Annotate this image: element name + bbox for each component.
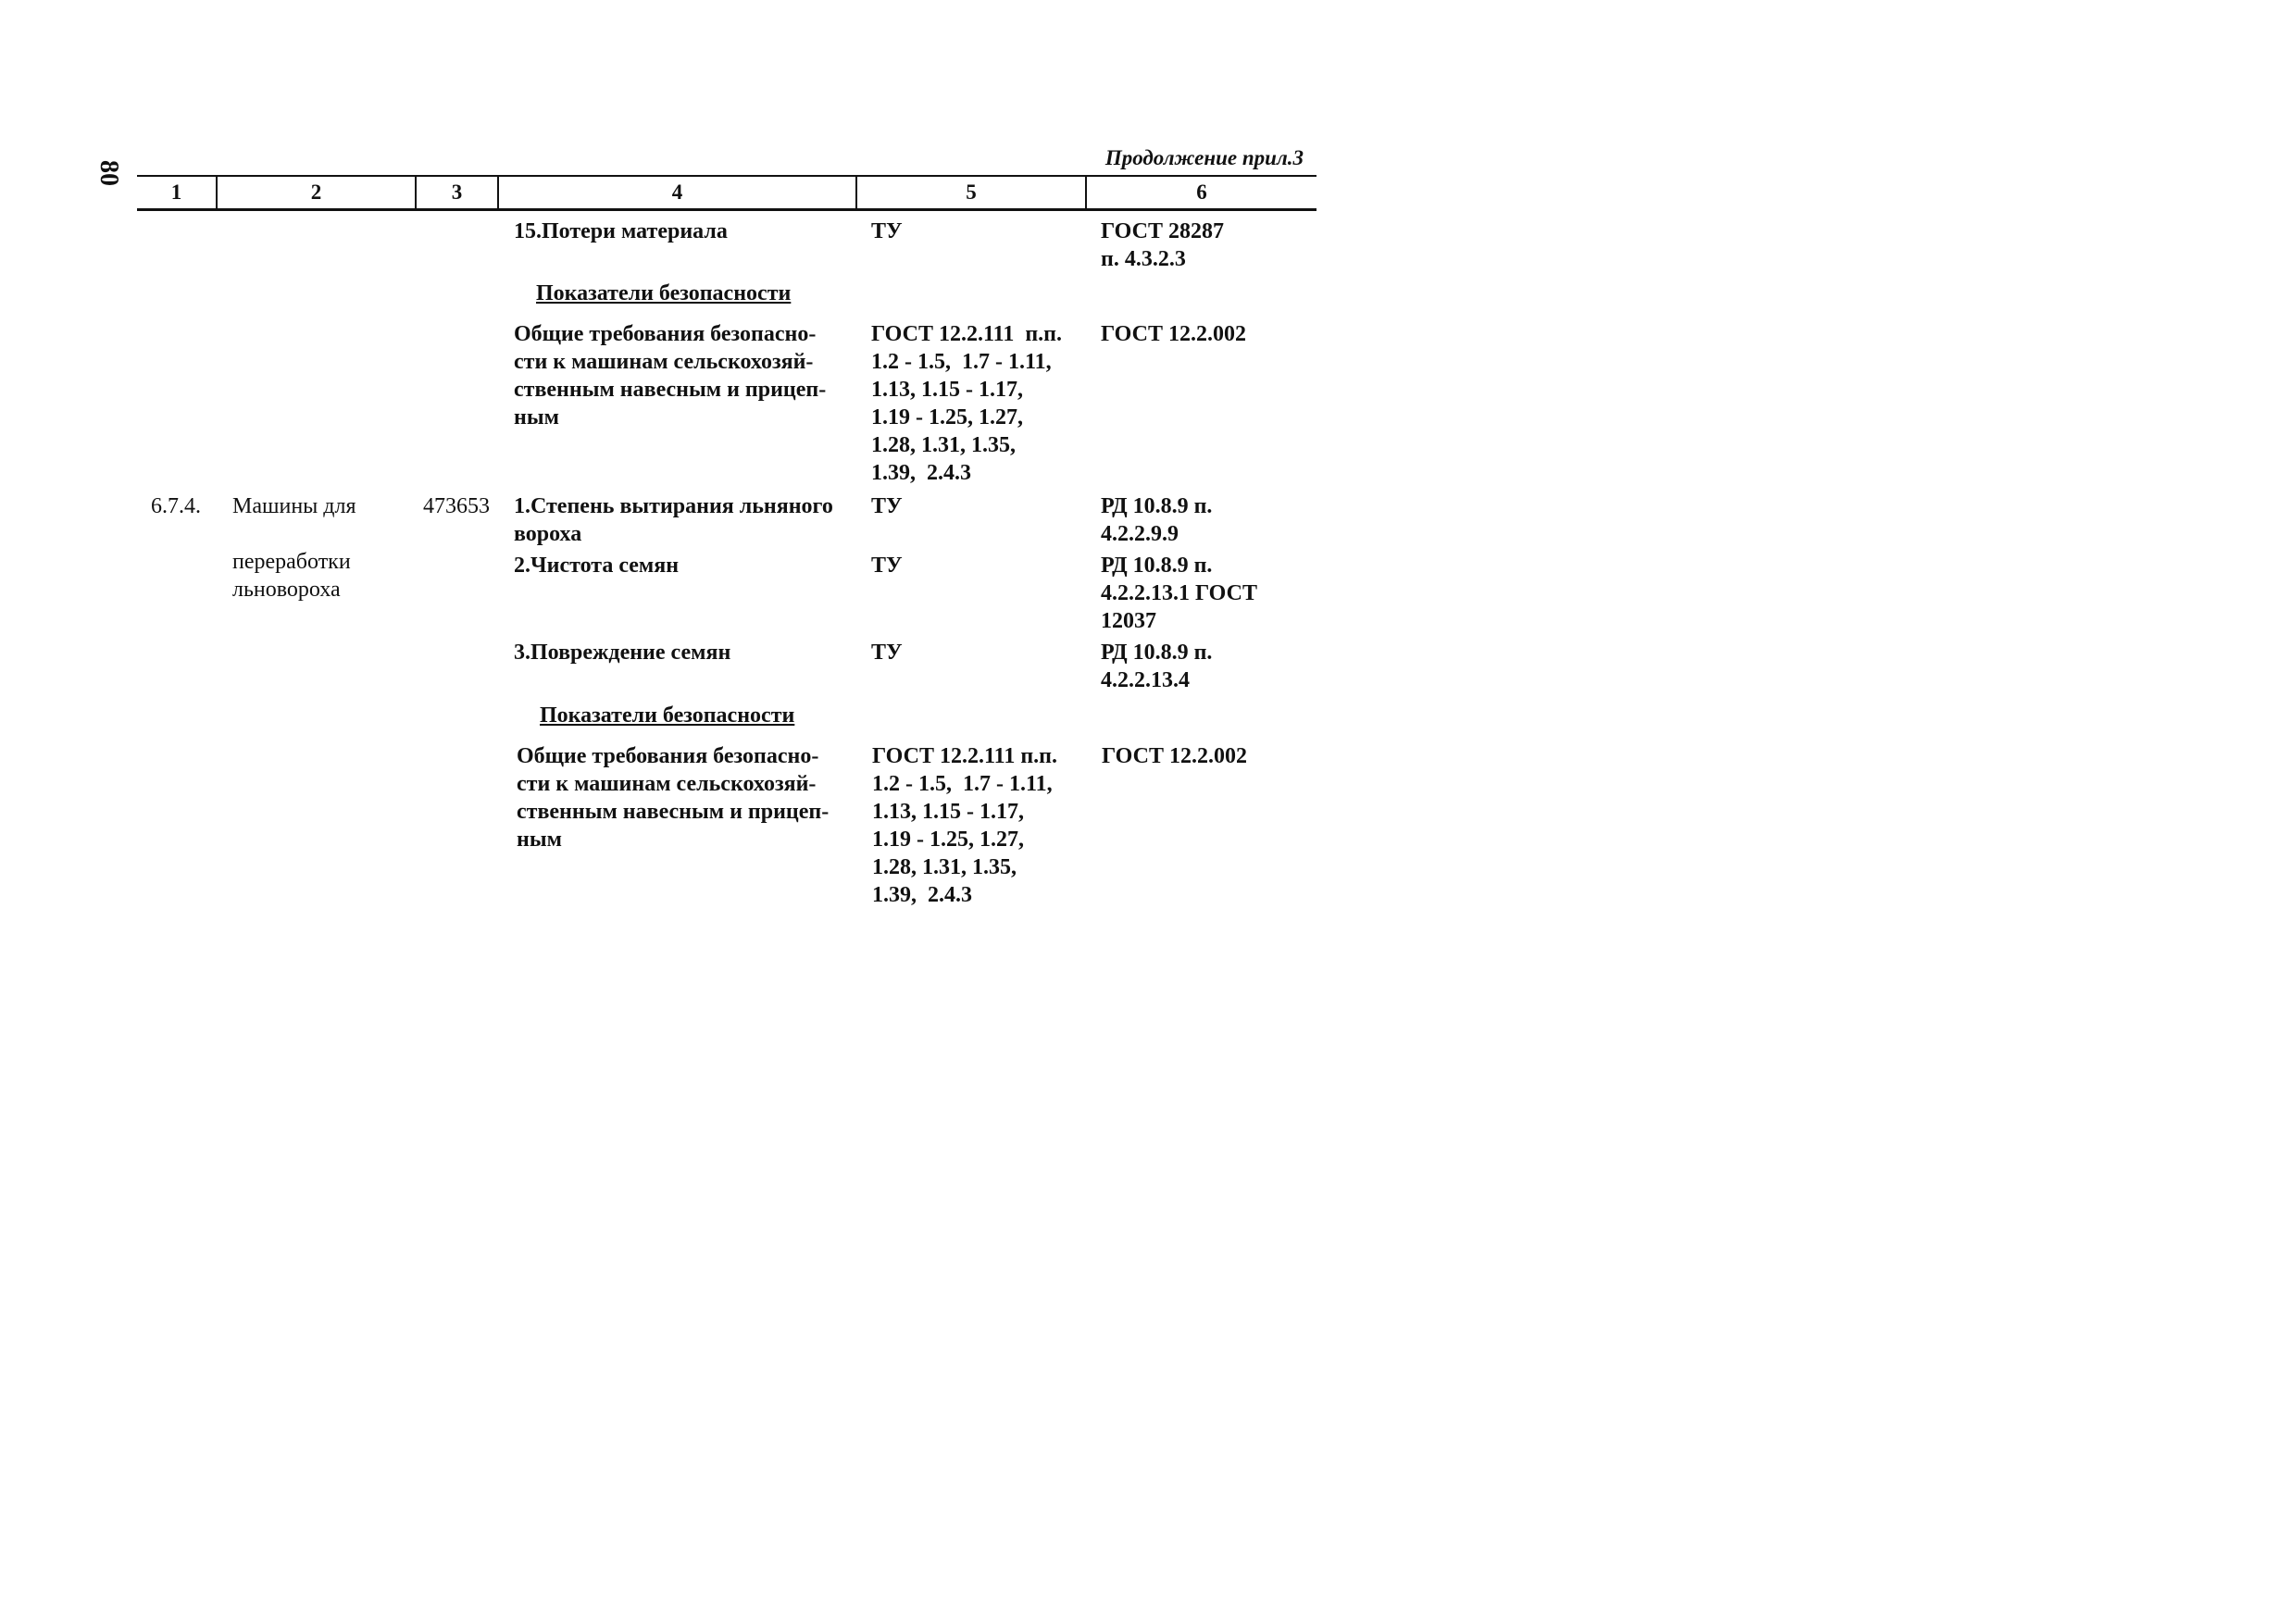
- column-number-3: 3: [451, 180, 463, 204]
- indicator-text: 3.Повреждение семян: [514, 641, 731, 665]
- requirement-ref: ГОСТ 12.2.111 п.п. 1.2 - 1.5, 1.7 - 1.11, 1.13, 1.15 - 1.17, 1.19 - 1.25, 1.27, 1.28, 1.31, 1.35, 1.39, 2.4.3: [871, 322, 1062, 485]
- column-number-2: 2: [310, 180, 322, 204]
- indicator-text: Общие требования безопасно- сти к машинам сельскохозяй- ственным навесным и прицеп- ным: [514, 322, 827, 429]
- item-code: 473653: [423, 494, 490, 518]
- section-heading-safety: Показатели безопасности: [536, 281, 792, 305]
- test-method-ref: РД 10.8.9 п. 4.2.2.9.9: [1101, 494, 1213, 546]
- requirement-ref: ГОСТ 12.2.111 п.п. 1.2 - 1.5, 1.7 - 1.11, 1.13, 1.15 - 1.17, 1.19 - 1.25, 1.27, 1.28, 1.31, 1.35, 1.39, 2.4.3: [872, 744, 1057, 907]
- section-heading-safety: Показатели безопасности: [540, 703, 795, 728]
- indicator-text: 15.Потери материала: [514, 219, 728, 243]
- column-number-1: 1: [170, 180, 182, 204]
- indicator-text: Общие требования безопасно- сти к машинам сельскохозяй- ственным навесным и прицеп- ным: [517, 744, 830, 852]
- test-method-ref: ГОСТ 28287 п. 4.3.2.3: [1101, 219, 1224, 271]
- test-method-ref: РД 10.8.9 п. 4.2.2.13.1 ГОСТ 12037: [1101, 554, 1257, 633]
- test-method-ref: РД 10.8.9 п. 4.2.2.13.4: [1101, 641, 1213, 692]
- requirement-ref: ТУ: [871, 494, 903, 518]
- indicator-text: 1.Степень вытирания льняного вороха: [514, 494, 833, 546]
- column-number-6: 6: [1196, 180, 1207, 204]
- page-number: 80: [94, 160, 123, 186]
- indicator-text: 2.Чистота семян: [514, 554, 680, 578]
- test-method-ref: ГОСТ 12.2.002: [1102, 744, 1247, 768]
- header-bottom-rule: [137, 208, 1316, 211]
- item-name: Машины для переработки льновороха: [232, 494, 356, 602]
- requirement-ref: ТУ: [871, 219, 903, 243]
- continuation-caption: Продолжение прил.3: [1104, 146, 1304, 169]
- item-number: 6.7.4.: [151, 494, 201, 518]
- column-number-4: 4: [671, 180, 683, 204]
- test-method-ref: ГОСТ 12.2.002: [1101, 322, 1246, 346]
- requirement-ref: ТУ: [871, 554, 903, 578]
- requirement-ref: ТУ: [871, 641, 903, 665]
- header-top-rule: [137, 175, 1316, 177]
- column-number-5: 5: [966, 180, 977, 204]
